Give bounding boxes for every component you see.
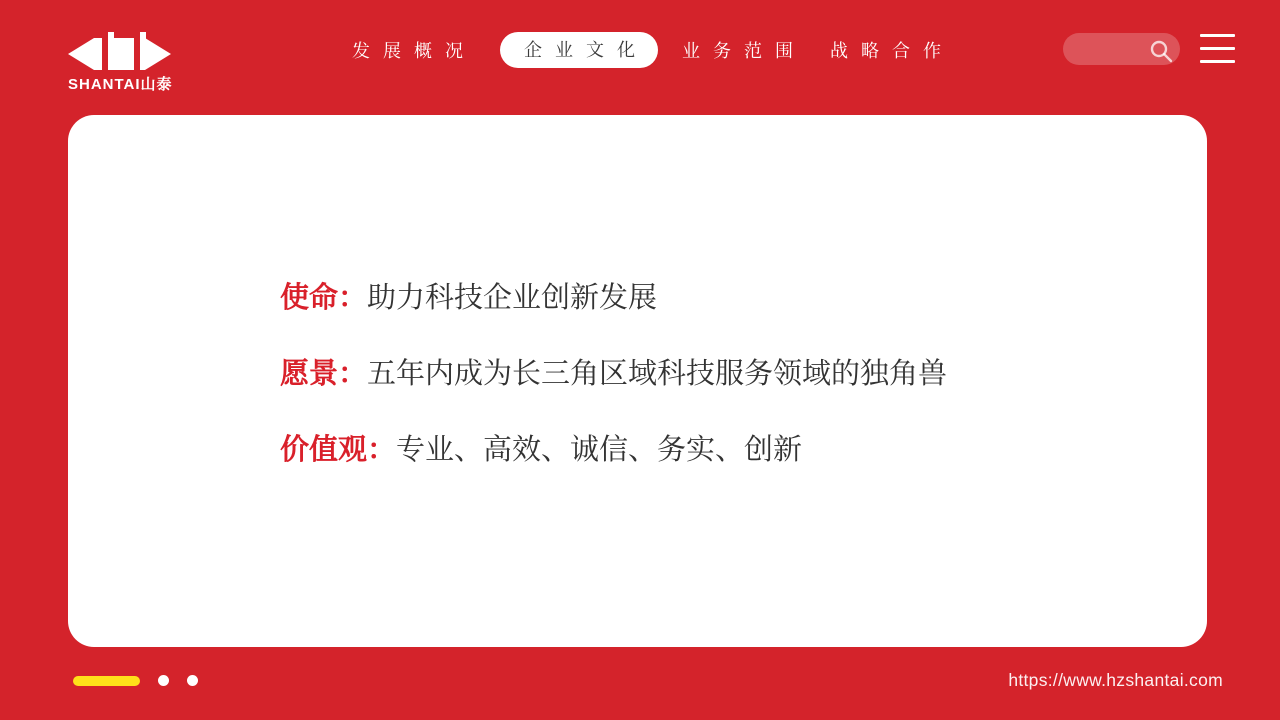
- nav-item-business-scope[interactable]: 业务范围: [682, 41, 806, 61]
- values-line: [280, 435, 947, 466]
- site-url: https://www.hzshantai.com: [1008, 670, 1223, 690]
- search-icon[interactable]: [1148, 38, 1174, 64]
- culture-statements: [280, 283, 947, 511]
- pagination-dot[interactable]: [187, 675, 198, 686]
- pagination-dot[interactable]: [158, 675, 169, 686]
- vision-label: 愿景：: [280, 358, 368, 390]
- brand-name: SHANTAI山泰: [68, 76, 173, 93]
- nav-item-strategic-cooperation[interactable]: 战略合作: [830, 41, 954, 61]
- mission-line: [280, 283, 947, 314]
- header: [0, 0, 1280, 100]
- mission-label: 使命：: [280, 282, 368, 314]
- main-nav: [352, 0, 954, 100]
- nav-item-corporate-culture[interactable]: 企业文化: [500, 32, 658, 68]
- values-text: 专业、高效、诚信、务实、创新: [396, 434, 803, 466]
- search-input[interactable]: [1063, 33, 1180, 65]
- double-arrow-logo-icon: [68, 31, 171, 72]
- vision-line: [280, 359, 947, 390]
- values-label: 价值观：: [280, 434, 397, 466]
- pagination-indicator-active[interactable]: [73, 676, 140, 686]
- brand-logo[interactable]: [68, 31, 172, 94]
- nav-item-development-overview[interactable]: 发展概况: [352, 41, 476, 61]
- vision-text: 五年内成为长三角区域科技服务领域的独角兽: [367, 358, 948, 390]
- hamburger-menu-icon[interactable]: [1200, 34, 1235, 66]
- carousel-pagination: [73, 675, 198, 686]
- content-card: [68, 115, 1207, 647]
- mission-text: 助力科技企业创新发展: [367, 282, 658, 314]
